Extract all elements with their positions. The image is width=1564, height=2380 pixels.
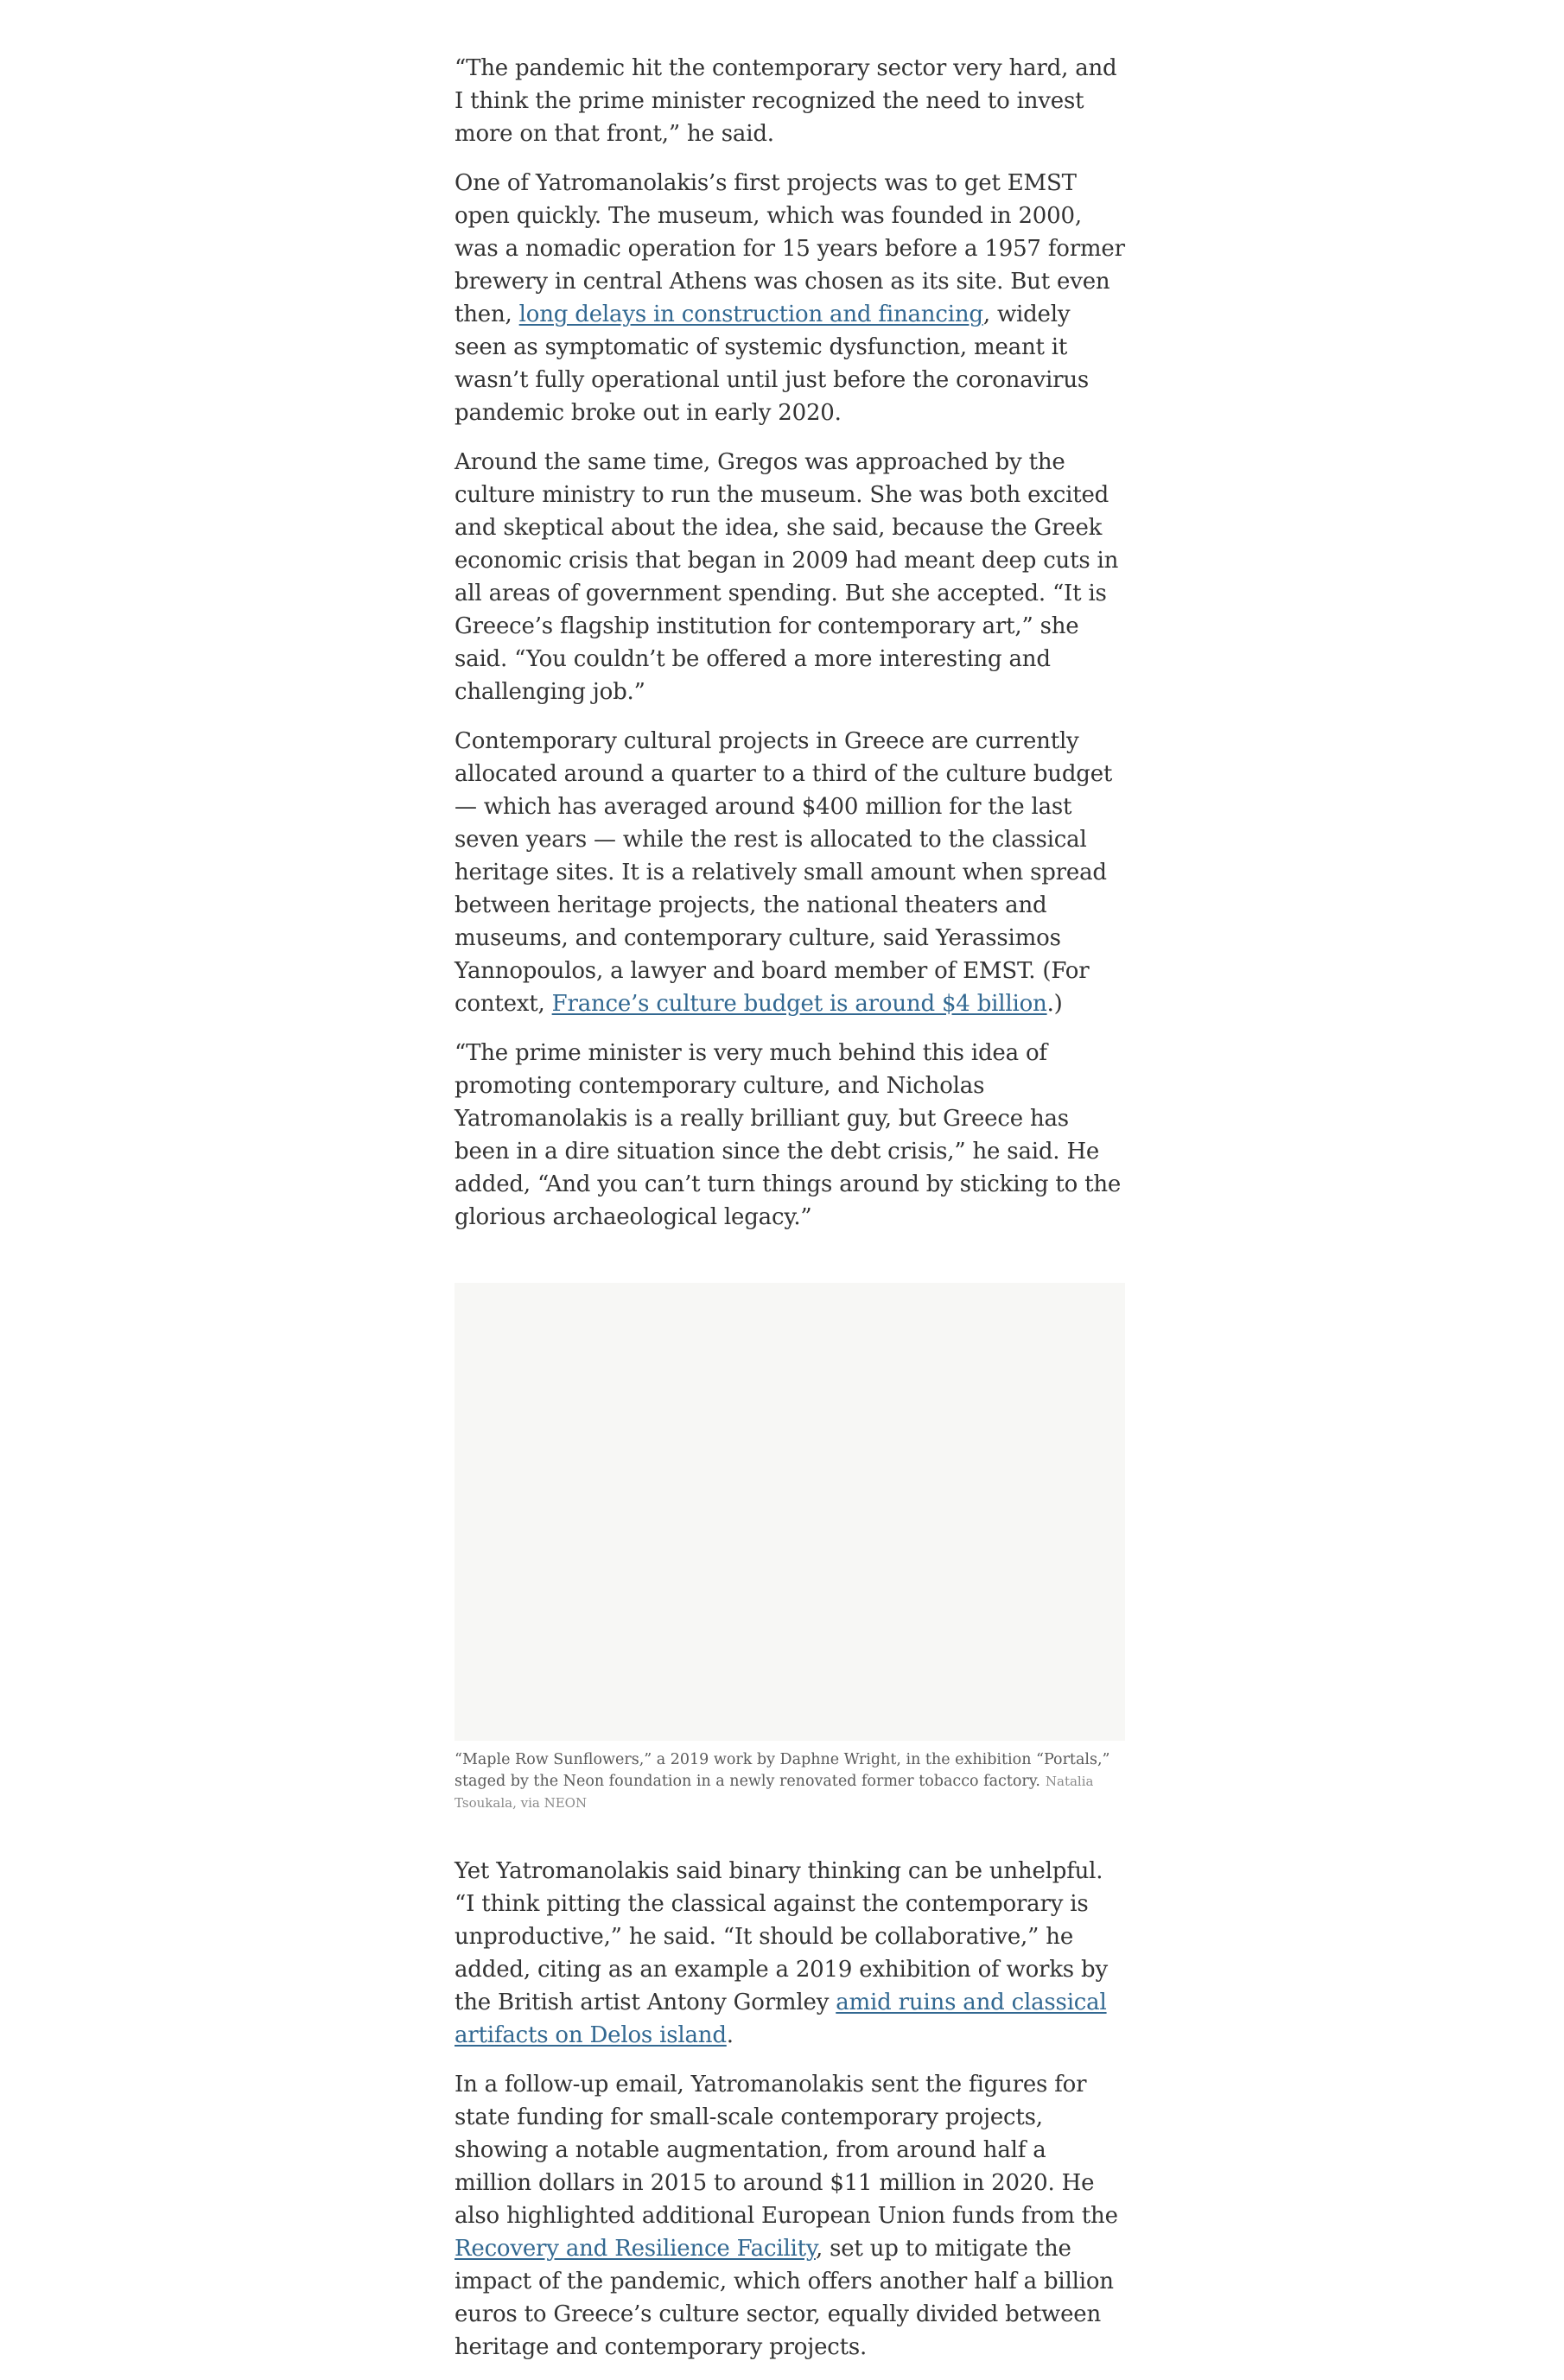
article-figure <box>455 1283 1128 1814</box>
article-paragraph <box>455 167 1128 429</box>
paragraph-text: .) <box>1046 991 1063 1017</box>
paragraph-text: . <box>726 2022 734 2048</box>
figure-image-placeholder <box>455 1283 1125 1741</box>
paragraph-text: Yet Yatromanolakis said binary thinking can be unhelpful. “I think pitting the classical against the contemporary is unproductive,” he said. “It should be collaborative,” he added, citing as an example a 2019 exhibition of works by the British artist Antony Gormley <box>455 1858 1108 2015</box>
link-delos-exhibition[interactable]: amid ruins and classical artifacts on Delos island <box>455 1990 1107 2048</box>
paragraph-text: , widely seen as symptomatic of systemic dysfunction, meant it wasn’t fully operational until just before the coronavirus pandemic broke out in early 2020. <box>455 301 1090 426</box>
article-paragraph: “The prime minister is very much behind this idea of promoting contemporary culture, and Nicholas Yatromanolakis is a really brilliant guy, but Greece has been in a dire situation since the debt crisis,” he said. He added, “And you can’t turn things around by sticking to the glorious archaeological legacy.” <box>455 1040 1122 1230</box>
link-recovery-facility[interactable]: Recovery and Resilience Facility <box>455 2236 816 2262</box>
paragraph-text: Contemporary cultural projects in Greece are currently allocated around a quarter to a third of the culture budget — which has averaged around $400 million for the last seven years — while the rest is allocated to the classical heritage sites. It is a relatively small amount when spread between heritage projects, the national theaters and museums, and contemporary culture, said Yerassimos Yannopoulos, a lawyer and board member of EMST. (For context, <box>455 728 1113 1017</box>
article-continuation <box>455 1855 1128 2364</box>
link-france-culture-budget[interactable]: France’s culture budget is around $4 billion <box>551 991 1047 1017</box>
link-construction-delays[interactable]: long delays in construction and financing <box>518 301 983 327</box>
article-paragraph <box>455 1855 1128 2052</box>
article-body <box>455 52 1128 2380</box>
paragraph-text: , set up to mitigate the impact of the pandemic, which offers another half a billion euros to Greece’s culture sector, equally divided between heritage and contemporary projects. <box>455 2236 1114 2360</box>
paragraph-text: One of Yatromanolakis’s first projects was to get EMST open quickly. The museum, which was founded in 2000, was a nomadic operation for 15 years before a 1957 former brewery in central Athens was chosen as its site. But even then, <box>455 170 1125 327</box>
article-paragraph <box>455 2068 1128 2364</box>
article-paragraph: “The pandemic hit the contemporary sector very hard, and I think the prime minister recognized the need to invest more on that front,” he said. <box>455 55 1117 147</box>
photo-credit: Natalia Tsoukala, via NEON <box>455 1774 1094 1811</box>
caption-text: “Maple Row Sunflowers,” a 2019 work by Daphne Wright, in the exhibition “Portals,” staged by the Neon foundation in a newly renovated former tobacco factory. <box>455 1751 1110 1790</box>
paragraph-text: In a follow-up email, Yatromanolakis sent the figures for state funding for small-scale contemporary projects, showing a notable augmentation, from around half a million dollars in 2015 to around $11 million in 2020. He also highlighted additional European Union funds from the <box>455 2072 1118 2229</box>
figure-caption <box>455 1749 1125 1814</box>
article-paragraph <box>455 725 1128 1020</box>
article-paragraph: Around the same time, Gregos was approached by the culture ministry to run the museum. She was both excited and skeptical about the idea, she said, because the Greek economic crisis that began in 2009 had meant deep cuts in all areas of government spending. But she accepted. “It is Greece’s flagship institution for contemporary art,” she said. “You couldn’t be offered a more interesting and challenging job.” <box>455 449 1119 705</box>
